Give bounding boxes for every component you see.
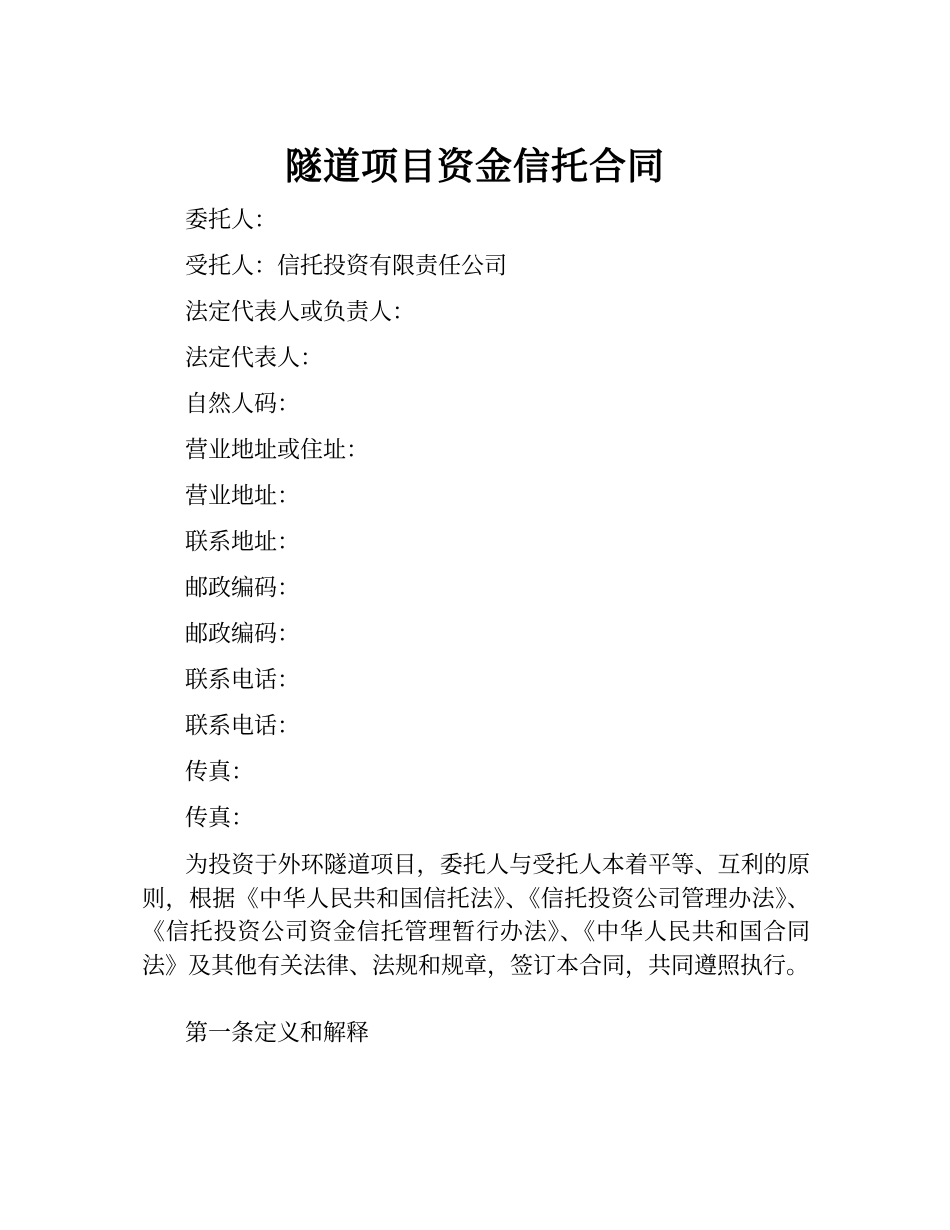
field-trustee: 受托人：信托投资有限责任公司 (185, 253, 507, 279)
party-fields-list (185, 202, 825, 846)
field-fax-2: 传真： (185, 805, 254, 831)
section-heading: 第一条定义和解释 (185, 1020, 369, 1046)
intro-paragraph: 为投资于外环隧道项目，委托人与受托人本着平等、互利的原则，根据《中华人民共和国信托法》、《信托投资公司管理办法》、《信托投资公司资金信托管理暂行办法》、《中华人民共和国合同法》及其他有关法律、法规和规章，签订本合同，共同遵照执行。 (142, 852, 810, 979)
field-phone-2: 联系电话： (185, 713, 300, 739)
field-business-address: 营业地址： (185, 483, 300, 509)
field-contact-address: 联系地址： (185, 529, 300, 555)
field-postcode-2: 邮政编码： (185, 621, 300, 647)
field-legal-rep: 法定代表人： (185, 345, 323, 371)
field-fax-1: 传真： (185, 759, 254, 785)
field-business-or-home-address: 营业地址或住址： (185, 437, 369, 463)
field-legal-rep-or-head: 法定代表人或负责人： (185, 299, 415, 325)
document-title: 隧道项目资金信托合同 (285, 144, 665, 188)
field-principal: 委托人： (185, 207, 277, 233)
field-phone-1: 联系电话： (185, 667, 300, 693)
field-natural-person-code: 自然人码： (185, 391, 300, 417)
field-postcode-1: 邮政编码： (185, 575, 300, 601)
